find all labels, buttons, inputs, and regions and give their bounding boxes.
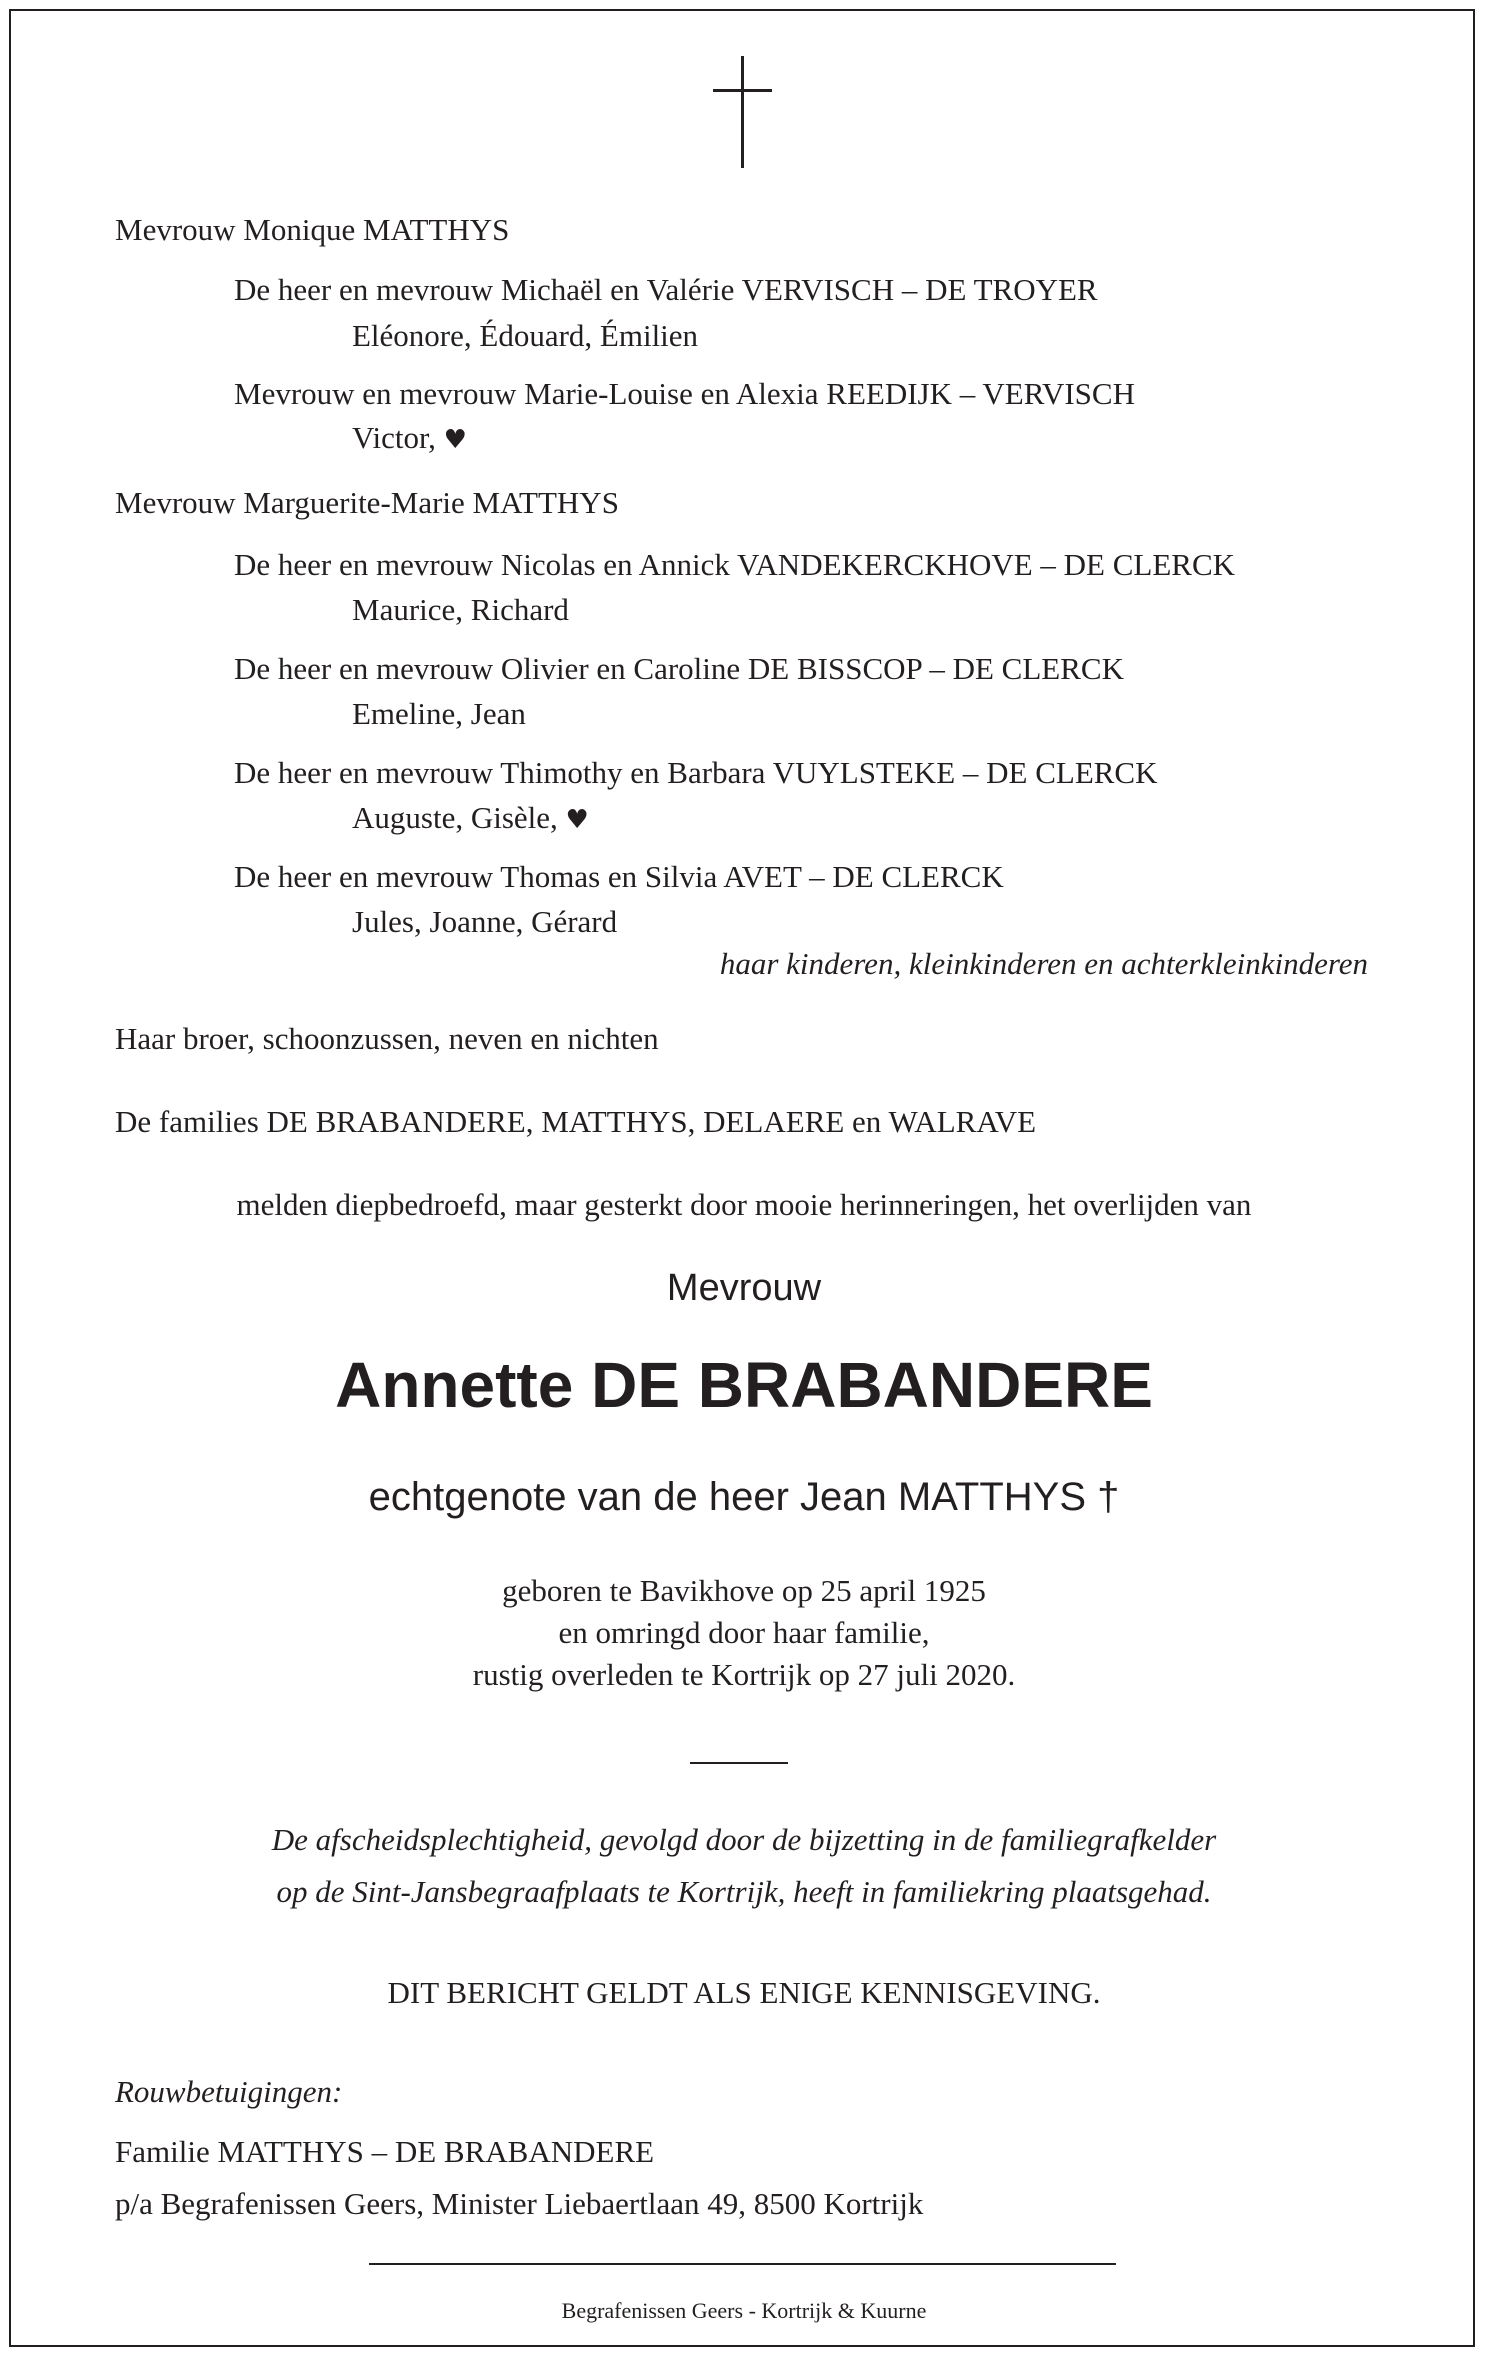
condolences-address: p/a Begrafenissen Geers, Minister Liebaertlaan 49, 8500 Kortrijk	[115, 2186, 924, 2221]
family-couple: De heer en mevrouw Michaël en Valérie VERVISCH – DE TROYER	[234, 272, 1098, 307]
family-couple: De heer en mevrouw Thomas en Silvia AVET – DE CLERCK	[234, 859, 1004, 894]
heart-icon: ♥	[565, 805, 589, 835]
divider-long	[369, 2263, 1116, 2265]
deceased-title: Mevrouw	[666, 1267, 822, 1309]
condolences-recipient: Familie MATTHYS – DE BRABANDERE	[115, 2134, 655, 2169]
sibling-line: Haar broer, schoonzussen, neven en nichten	[115, 1021, 659, 1056]
ceremony-line-1: De afscheidsplechtigheid, gevolgd door de bijzetting in de familiegrafkelder	[271, 1822, 1217, 1857]
grandchildren: Eléonore, Édouard, Émilien	[352, 318, 699, 353]
grandchildren: Emeline, Jean	[352, 696, 526, 731]
relation-note: haar kinderen, kleinkinderen en achterkleinkinderen	[719, 946, 1368, 981]
grandchildren: Victor, ♥	[352, 420, 467, 455]
grandchildren: Auguste, Gisèle, ♥	[352, 800, 589, 835]
families-line: De families DE BRABANDERE, MATTHYS, DELAERE en WALRAVE	[115, 1104, 1037, 1139]
notice-line: DIT BERICHT GELDT ALS ENIGE KENNISGEVING.	[387, 1975, 1101, 2010]
ceremony-line-2: op de Sint-Jansbegraafplaats te Kortrijk, heeft in familiekring plaatsgehad.	[276, 1874, 1212, 1909]
surrounded-line: en omringd door haar familie,	[558, 1615, 930, 1650]
family-member-2: Mevrouw Marguerite-Marie MATTHYS	[115, 485, 619, 520]
announcement: melden diepbedroefd, maar gesterkt door mooie herinneringen, het overlijden van	[236, 1187, 1252, 1222]
death-line: rustig overleden te Kortrijk op 27 juli 2020.	[472, 1657, 1016, 1692]
family-member-1: Mevrouw Monique MATTHYS	[115, 212, 510, 247]
heart-icon: ♥	[443, 425, 467, 455]
footer: Begrafenissen Geers - Kortrijk & Kuurne	[561, 2298, 927, 2323]
family-couple: De heer en mevrouw Olivier en Caroline DE BISSCOP – DE CLERCK	[234, 651, 1124, 686]
spouse-line: echtgenote van de heer Jean MATTHYS †	[368, 1475, 1120, 1519]
family-couple: De heer en mevrouw Nicolas en Annick VANDEKERCKHOVE – DE CLERCK	[234, 547, 1236, 582]
family-couple: De heer en mevrouw Thimothy en Barbara VUYLSTEKE – DE CLERCK	[234, 755, 1158, 790]
divider-short	[690, 1762, 788, 1764]
family-couple: Mevrouw en mevrouw Marie-Louise en Alexia REEDIJK – VERVISCH	[234, 376, 1135, 411]
birth-line: geboren te Bavikhove op 25 april 1925	[502, 1573, 986, 1608]
deceased-name: Annette DE BRABANDERE	[335, 1349, 1153, 1421]
grandchildren: Jules, Joanne, Gérard	[352, 904, 618, 939]
grandchildren: Maurice, Richard	[352, 592, 569, 627]
condolences-label: Rouwbetuigingen:	[115, 2074, 343, 2109]
